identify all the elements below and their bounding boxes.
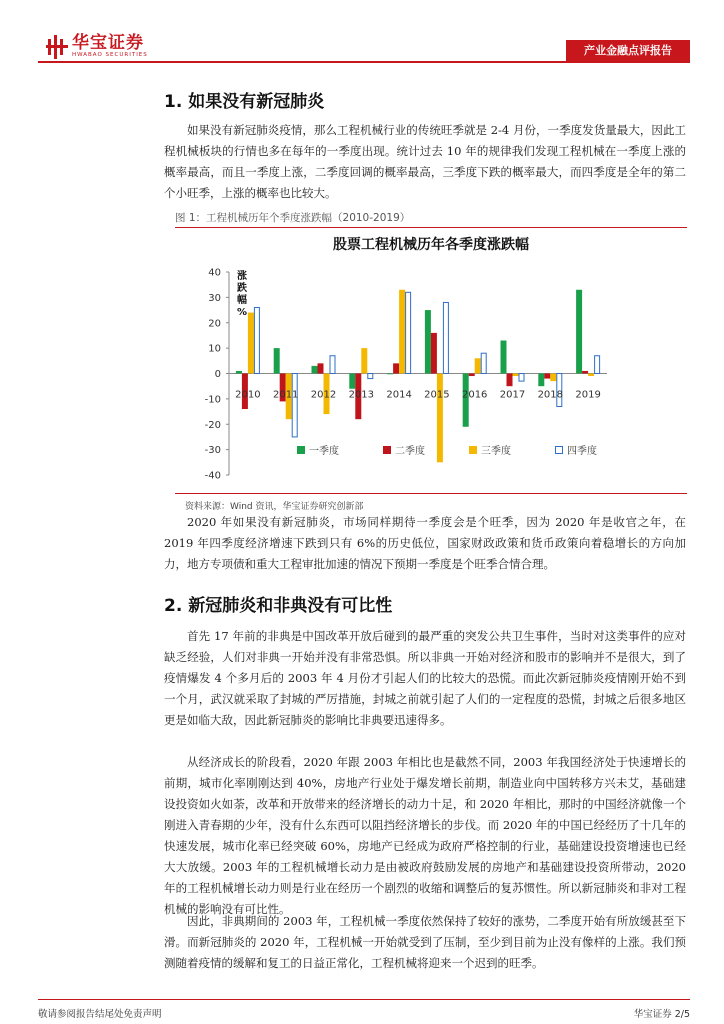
bar-一季度 bbox=[425, 310, 431, 373]
header-divider bbox=[38, 61, 690, 63]
y-tick-label: 40 bbox=[208, 267, 221, 279]
bar-四季度 bbox=[481, 353, 486, 373]
section-1-paragraph-2: 2020 年如果没有新冠肺炎，市场同样期待一季度会是个旺季，因为 2020 年是收官之年，在 2019 年四季度经济增速下跌到只有 6%的历史低位，国家财政政策和货币政策向着稳增长的方向加力，地方专项债和重大工程审批加速的情况下预期一季度是个旺季合情合理。 bbox=[164, 515, 686, 571]
x-tick-label: 2013 bbox=[348, 389, 375, 401]
footer-disclaimer: 敬请参阅报告结尾处免责声明 bbox=[38, 1009, 162, 1020]
y-axis-label: 跌 bbox=[237, 283, 247, 294]
bar-四季度 bbox=[406, 292, 411, 373]
bar-三季度 bbox=[513, 374, 519, 377]
legend-label: 二季度 bbox=[395, 446, 425, 457]
y-tick-label: 10 bbox=[208, 343, 221, 355]
section-1-paragraph-1: 如果没有新冠肺炎疫情，那么工程机械行业的传统旺季就是 2-4 月份，一季度发货量最大，因此工程机械板块的行情也多在每年的一季度出现。统计过去 10 年的规律我们发现工程机械在一季度上涨的概率最高，而且一季度上涨，二季度回调的概率最高，三季度下跌的概率最大，而四季度是全年的第二个小旺季，上涨的概率也比较大。 bbox=[164, 123, 686, 200]
bar-三季度 bbox=[399, 290, 405, 374]
x-tick-label: 2011 bbox=[272, 389, 299, 401]
y-axis-label: % bbox=[236, 307, 248, 318]
legend-swatch bbox=[556, 447, 563, 454]
figure-source: 资料来源：Wind 资讯，华宝证券研究创新部 bbox=[185, 502, 364, 512]
section-1-title: 1. 如果没有新冠肺炎 bbox=[164, 92, 325, 112]
legend-label: 一季度 bbox=[309, 446, 339, 457]
bar-一季度 bbox=[312, 366, 318, 374]
legend-swatch bbox=[469, 446, 477, 454]
report-type-badge: 产业金融点评报告 bbox=[566, 40, 690, 62]
bar-四季度 bbox=[519, 374, 524, 382]
bar-一季度 bbox=[349, 374, 355, 389]
brand-logo bbox=[46, 34, 148, 59]
bar-三季度 bbox=[588, 374, 594, 377]
bar-三季度 bbox=[550, 374, 556, 382]
bar-二季度 bbox=[544, 374, 550, 379]
y-tick-label: -20 bbox=[204, 419, 221, 431]
x-tick-label: 2010 bbox=[235, 389, 261, 401]
bar-四季度 bbox=[368, 374, 373, 379]
chart-title: 股票工程机械历年各季度涨跌幅 bbox=[333, 237, 529, 253]
legend-swatch bbox=[383, 446, 391, 454]
bar-四季度 bbox=[595, 356, 600, 374]
y-tick-label: -10 bbox=[204, 394, 221, 406]
bar-二季度 bbox=[469, 374, 475, 377]
bar-三季度 bbox=[437, 374, 443, 463]
bar-一季度 bbox=[576, 290, 582, 374]
x-tick-label: 2012 bbox=[310, 389, 337, 401]
y-tick-label: 30 bbox=[208, 292, 221, 304]
figure-top-rule bbox=[175, 227, 687, 228]
y-axis-label: 幅 bbox=[237, 295, 247, 306]
legend-label: 三季度 bbox=[481, 446, 511, 457]
y-tick-label: 0 bbox=[214, 369, 221, 380]
bar-一季度 bbox=[501, 341, 507, 374]
section-2-title: 2. 新冠肺炎和非典没有可比性 bbox=[164, 596, 393, 616]
y-axis-label: 涨 bbox=[237, 271, 247, 282]
bar-四季度 bbox=[292, 374, 297, 437]
section-2-paragraph-2: 从经济成长的阶段看，2020 年跟 2003 年相比也是截然不同，2003 年我国经济处于快速增长的前期，城市化率刚刚达到 40%，房地产行业处于爆发增长前期，制造业向中国转移方兴未艾，基础建设投资如火如荼，改革和开放带来的经济增长的动力十足，和 2020 年相比，那时的中国经济就像一个刚进入青春期的少年，没有什么东西可以阻挡经济增长的步伐。而 2020 年的中国已经经历了十几年的快速发展，城市化率已经突破 60%，房地产已经成为政府严格控制的行业，基础建设投资增速也已经大大放缓。2003 年的工程机械增长动力是由被政府鼓励发展的房地产和基础建设投资所带动，2020 年的工程机械增长动力则是行业在经历一个剧烈的收缩和调整后的复苏惯性。所以新冠肺炎和非对工程机械的影响没有可比性。 bbox=[164, 755, 686, 916]
bar-二季度 bbox=[431, 333, 437, 374]
x-tick-label: 2018 bbox=[537, 389, 564, 401]
bar-一季度 bbox=[538, 374, 544, 387]
footer-divider bbox=[38, 999, 690, 1000]
figure-bottom-rule bbox=[175, 493, 687, 494]
bar-三季度 bbox=[475, 358, 481, 373]
logo-chinese-name: 华宝证券 bbox=[72, 33, 144, 53]
y-tick-label: -30 bbox=[204, 445, 221, 457]
legend-label: 四季度 bbox=[567, 446, 597, 457]
section-2-paragraph-1: 首先 17 年前的非典是中国改革开放后碰到的最严重的突发公共卫生事件，当时对这类事件的应对缺乏经验，人们对非典一开始并没有非常恐惧。所以非典一开始对经济和股市的影响并不是很大，到了疫情爆发 4 个多月后的 2003 年 4 月份才引起人们的比较大的恐慌。而此次新冠肺炎疫情刚开始不到一个月，武汉就采取了封城的严厉措施，封城之前就引起了人们的一定程度的恐慌，封城之后很多地区更是如临大敌，因此新冠肺炎的影响比非典要迅速得多。 bbox=[164, 629, 686, 727]
footer-page-number: 华宝证券 2/5 bbox=[633, 1009, 690, 1020]
x-tick-label: 2019 bbox=[575, 389, 601, 401]
bar-一季度 bbox=[236, 371, 242, 374]
bar-一季度 bbox=[387, 374, 393, 375]
section-2-paragraph-3: 因此，非典期间的 2003 年，工程机械一季度依然保持了较好的涨势，二季度开始有所放缓甚至下滑。而新冠肺炎的 2020 年，工程机械一开始就受到了压制，至少到目前为止没有像样的上涨。我们预测随着疫情的缓解和复工的日益正常化，工程机械将迎来一个迟到的旺季。 bbox=[164, 914, 686, 970]
logo-mark-icon bbox=[46, 35, 68, 59]
bar-一季度 bbox=[274, 348, 280, 373]
quarterly-returns-chart bbox=[175, 256, 687, 488]
figure-1-label: 图 1：工程机械历年个季度涨跌幅（2010-2019） bbox=[175, 212, 411, 224]
y-tick-label: -40 bbox=[204, 470, 221, 482]
x-tick-label: 2016 bbox=[461, 389, 488, 401]
bar-二季度 bbox=[318, 363, 324, 373]
bar-四季度 bbox=[443, 302, 448, 373]
legend-swatch bbox=[297, 446, 305, 454]
bar-三季度 bbox=[361, 348, 367, 373]
y-tick-label: 20 bbox=[208, 318, 221, 330]
bar-三季度 bbox=[248, 313, 254, 374]
x-tick-label: 2017 bbox=[499, 389, 526, 401]
bar-二季度 bbox=[393, 363, 399, 373]
x-tick-label: 2015 bbox=[424, 389, 450, 401]
bar-二季度 bbox=[582, 371, 588, 374]
bar-二季度 bbox=[507, 374, 513, 387]
logo-english-name: HWABAO SECURITIES bbox=[72, 52, 148, 58]
bar-四季度 bbox=[330, 356, 335, 374]
x-tick-label: 2014 bbox=[386, 389, 412, 401]
bar-四季度 bbox=[254, 308, 259, 374]
